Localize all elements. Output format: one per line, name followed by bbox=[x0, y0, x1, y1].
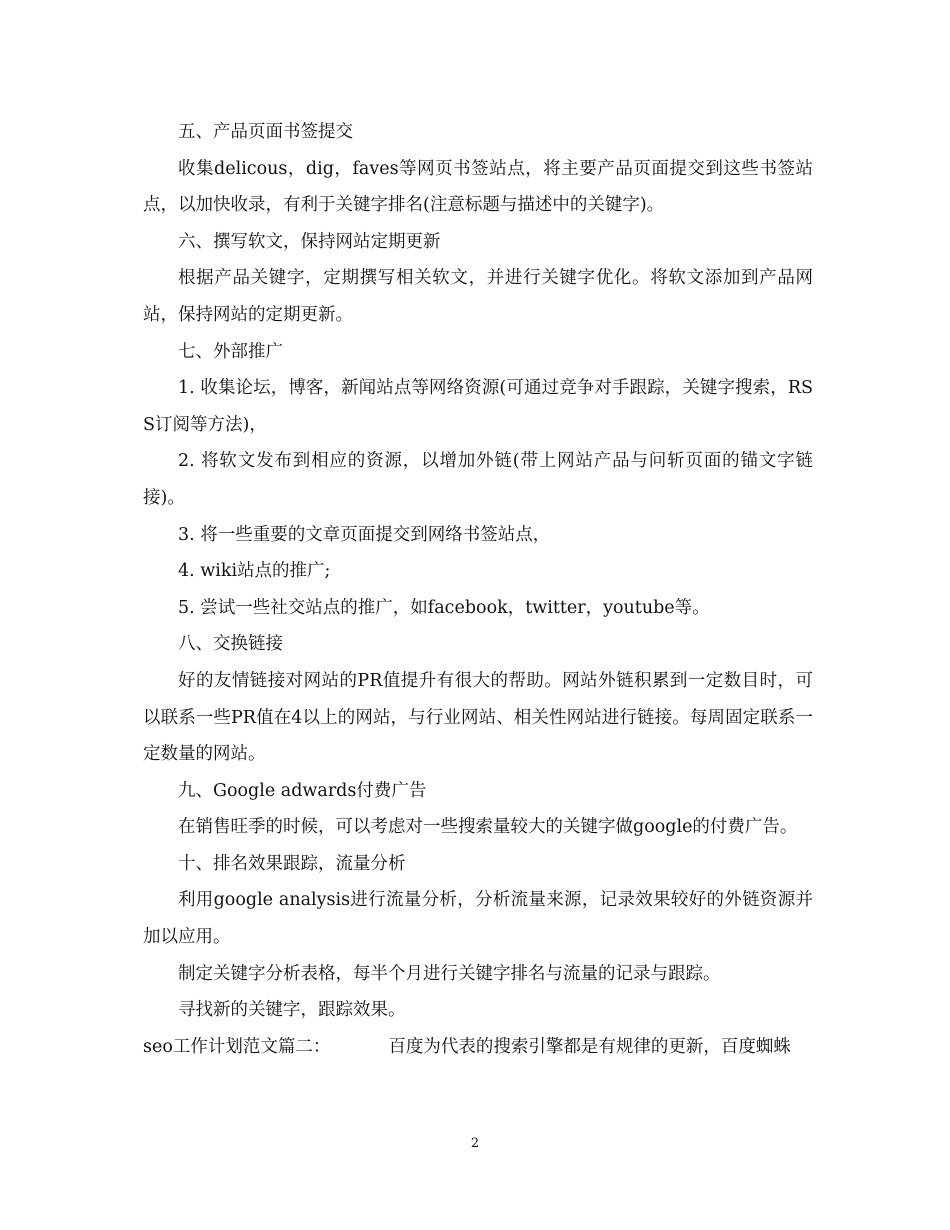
article-intro: 百度为代表的搜索引擎都是有规律的更新，百度蜘蛛 bbox=[388, 1036, 791, 1057]
list-item: 3. 将一些重要的文章页面提交到网络书签站点， bbox=[178, 524, 551, 545]
list-item: 1. 收集论坛，博客，新闻站点等网络资源(可通过竞争对手跟踪，关键字搜索，RSS订阅等方法)， bbox=[143, 378, 813, 435]
list-item: 5. 尝试一些社交站点的推广，如facebook，twitter，youtube等。 bbox=[178, 597, 710, 618]
last-line bbox=[143, 1029, 813, 1066]
list-item: 2. 将软文发布到相应的资源，以增加外链(带上网站产品与问斩页面的锚文字链接)。 bbox=[143, 451, 813, 508]
body-paragraph: 根据产品关键字，定期撰写相关软文，并进行关键字优化。将软文添加到产品网站，保持网站的定期更新。 bbox=[143, 268, 813, 325]
document-body bbox=[143, 114, 813, 1065]
body-paragraph: 寻找新的关键字，跟踪效果。 bbox=[178, 1000, 406, 1021]
body-paragraph: 在销售旺季的时候，可以考虑对一些搜索量较大的关键字做google的付费广告。 bbox=[178, 817, 798, 838]
section-heading-6: 六、撰写软文，保持网站定期更新 bbox=[178, 231, 441, 252]
page-number: 2 bbox=[470, 1136, 480, 1151]
body-paragraph: 制定关键字分析表格，每半个月进行关键字排名与流量的记录与跟踪。 bbox=[178, 963, 721, 984]
list-item: 4. wiki站点的推广; bbox=[178, 561, 331, 582]
section-heading-7: 七、外部推广 bbox=[178, 341, 283, 362]
section-heading-8: 八、交换链接 bbox=[178, 634, 283, 655]
section-heading-10: 十、排名效果跟踪，流量分析 bbox=[178, 853, 406, 874]
section-heading-9: 九、Google adwards付费广告 bbox=[178, 780, 427, 801]
body-paragraph: 好的友情链接对网站的PR值提升有很大的帮助。网站外链积累到一定数目时，可以联系一些PR值在4以上的网站，与行业网站、相关性网站进行链接。每周固定联系一定数量的网站。 bbox=[143, 670, 813, 765]
article-label: seo工作计划范文篇二： bbox=[143, 1036, 331, 1057]
section-heading-5: 五、产品页面书签提交 bbox=[178, 122, 353, 142]
body-paragraph: 利用google analysis进行流量分析，分析流量来源，记录效果较好的外链资源并加以应用。 bbox=[143, 890, 813, 948]
body-paragraph: 收集delicous，dig，faves等网页书签站点，将主要产品页面提交到这些书签站点，以加快收录，有利于关键字排名(注意标题与描述中的关键字)。 bbox=[143, 158, 813, 216]
